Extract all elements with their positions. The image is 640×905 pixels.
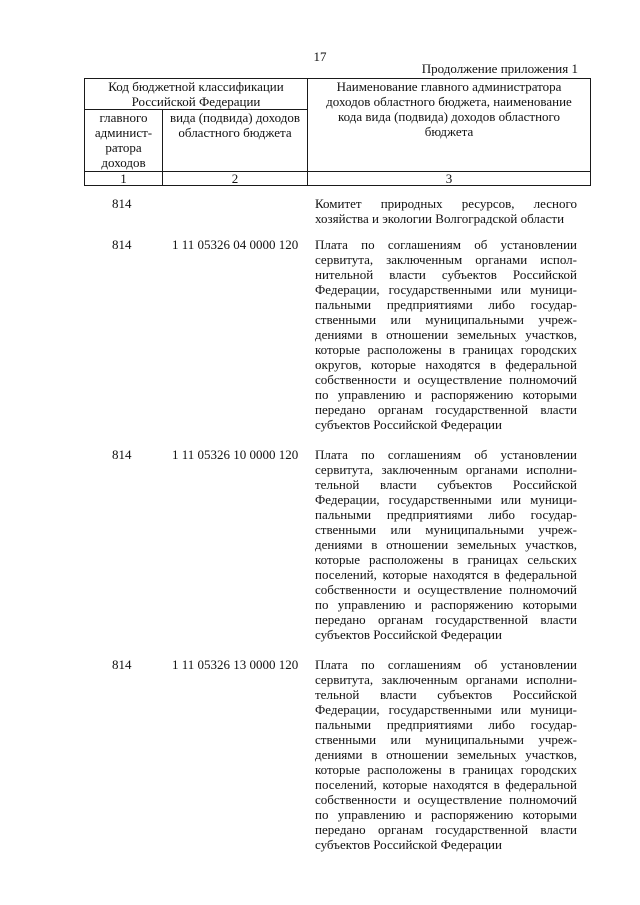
- column-number-1: 1: [85, 172, 163, 186]
- revenue-name: Плата по соглашениям об установлении сервитута, заключенным органами исполни- тельной власти субъектов Российской Федерации, государственными или муници- пальными предприятиями либо государ- ственными или муниципальными учреж- дениями в отношении земельных участков, которые расположены в границах городских поселений, которые находятся в федеральной собственности и осуществление полномочий по управлению и распоряжению которыми передано органам государственной власти субъектов Российской Федерации: [315, 657, 577, 852]
- revenue-name: Комитет природных ресурсов, лесного хозяйства и экологии Волгоградской области: [315, 196, 577, 226]
- type-column-header: вида (подвида) доходов областного бюджета: [163, 110, 308, 172]
- code-group-header: Код бюджетной классификации Российской Федерации: [85, 79, 308, 110]
- admin-code: 814: [112, 657, 132, 672]
- revenue-code: 1 11 05326 04 0000 120: [172, 237, 299, 252]
- page-number: 17: [313, 49, 327, 64]
- revenue-code: 1 11 05326 13 0000 120: [172, 657, 299, 672]
- column-number-3: 3: [308, 172, 591, 186]
- revenue-name: Плата по соглашениям об установлении сервитута, заключенным органами испол- нительной власти субъектов Российской Федерации, государственными или муници- пальными предприятиями либо государ- ственными или муниципальными учреж- дениями в отношении земельных участков, которые расположены в границах городских округов, которые находятся в федеральной собственности и осуществление полномочий по управлению и распоряжению которыми передано органам государственной власти субъектов Российской Федерации: [315, 237, 577, 432]
- admin-column-header: главного админист- ратора доходов: [85, 110, 163, 172]
- classification-header-table: [84, 78, 591, 186]
- admin-code: 814: [112, 237, 132, 252]
- admin-code: 814: [112, 196, 132, 211]
- revenue-code: 1 11 05326 10 0000 120: [172, 447, 299, 462]
- name-column-header: Наименование главного администратора доходов областного бюджета, наименование кода вида (подвида) доходов областного бюджета: [308, 79, 591, 172]
- column-number-2: 2: [163, 172, 308, 186]
- admin-code: 814: [112, 447, 132, 462]
- appendix-note: Продолжение приложения 1: [421, 61, 578, 76]
- revenue-name: Плата по соглашениям об установлении сервитута, заключенным органами исполни- тельной власти субъектов Российской Федерации, государственными или муници- пальными предприятиями либо государ- ственными или муниципальными учреж- дениями в отношении земельных участков, которые расположены в границах сельских поселений, которые находятся в федеральной собственности и осуществление полномочий по управлению и распоряжению которыми передано органам государственной власти субъектов Российской Федерации: [315, 447, 577, 642]
